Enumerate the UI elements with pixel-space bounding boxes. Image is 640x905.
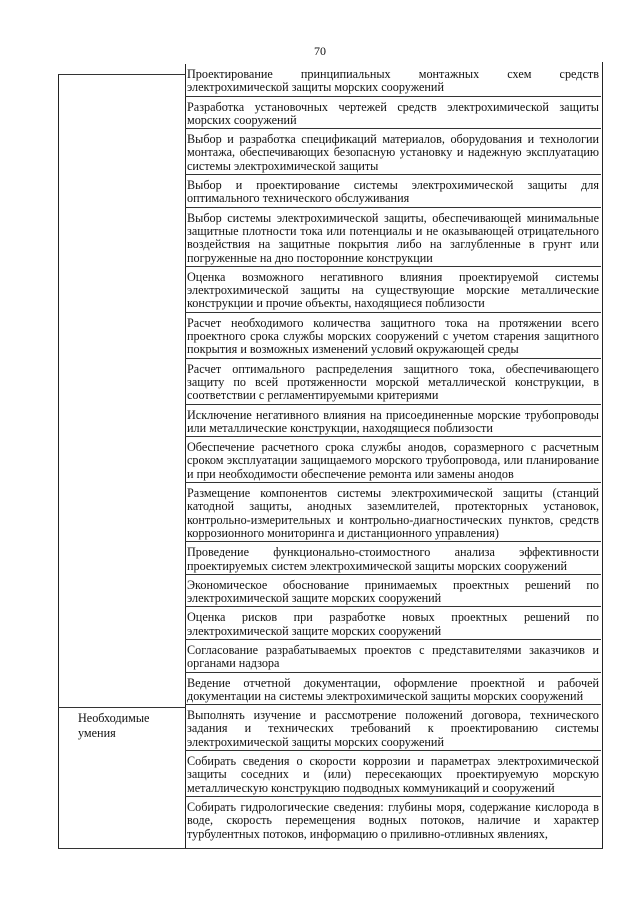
table-row: Расчет оптимального распределения защитного тока, обеспечивающего защиту по всей протяженности морской металлической конструкции, в соответствии с регламентируемыми критериями <box>185 359 601 405</box>
table-row: Обеспечение расчетного срока службы анодов, соразмерного с расчетным сроком эксплуатации защищаемого морского трубопровода, или планирование и при необходимости обеспечение ремонта или замены анодов <box>185 437 601 483</box>
table-row: Согласование разрабатываемых проектов с представителями заказчиков и органами надзора <box>185 640 601 673</box>
section-divider <box>58 707 186 708</box>
table-right-border <box>602 62 603 848</box>
table-row: Экономическое обоснование принимаемых проектных решений по электрохимической защите морских сооружений <box>185 575 601 608</box>
table-row: Собирать сведения о скорости коррозии и параметрах электрохимической защиты соседних и (или) пересекающих проектируемую морскую металлическую конструкцию подводных коммуникаций и сооружений <box>185 751 601 797</box>
table-row: Размещение компонентов системы электрохимической защиты (станций катодной защиты, анодных заземлителей, протекторных установок, контрольно-измерительных и контрольно-диагностических пунктов, средств коррозионного мониторинга и дистанционного управления) <box>185 483 601 542</box>
table-row: Выбор и проектирование системы электрохимической защиты для оптимального технического обслуживания <box>185 175 601 208</box>
table-row: Выполнять изучение и рассмотрение положений договора, технического задания и технических требований к проектированию системы электрохимической защиты морских сооружений <box>185 705 601 751</box>
table-row: Собирать гидрологические сведения: глубины моря, содержание кислорода в воде, скорость перемещения водных потоков, наличие и характер турбулентных потоков, информацию о приливно-отливных явлениях, <box>187 799 599 841</box>
table-bottom-border <box>58 848 603 849</box>
table-row: Ведение отчетной документации, оформление проектной и рабочей документации на системы электрохимической защиты морских сооружений <box>185 673 601 706</box>
table-rows <box>185 64 601 842</box>
table-row: Проведение функционально-стоимостного анализа эффективности проектируемых систем электрохимической защиты морских сооружений <box>185 542 601 575</box>
table-left-border <box>58 74 59 848</box>
table-row: Оценка возможного негативного влияния проектируемой системы электрохимической защиты на существующие морские металлические конструкции и прочие объекты, находящиеся поблизости <box>185 267 601 313</box>
table-top-border-left <box>58 74 186 75</box>
table-row: Оценка рисков при разработке новых проектных решений по электрохимической защите морских сооружений <box>185 607 601 640</box>
table-row: Расчет необходимого количества защитного тока на протяжении всего проектного срока службы морских сооружений с учетом старения защитного покрытия и возможных изменений условий окружающей среды <box>185 313 601 359</box>
section-label: Необходимые умения <box>78 711 150 740</box>
table-row: Выбор системы электрохимической защиты, обеспечивающей минимальные защитные плотности тока или потенциалы и не оказывающей отрицательного воздействия на защитные покрытия либо на заглубленные в грунт или погруженные на дно посторонние конструкции <box>185 208 601 267</box>
table-row: Разработка установочных чертежей средств электрохимической защиты морских сооружений <box>185 97 601 130</box>
table-row: Проектирование принципиальных монтажных схем средств электрохимической защиты морских сооружений <box>185 64 601 97</box>
table-row: Выбор и разработка спецификаций материалов, оборудования и технологии монтажа, обеспечивающих безопасную установку и надежную эксплуатацию системы электрохимической защиты <box>185 129 601 175</box>
table-row: Исключение негативного влияния на присоединенные морские трубопроводы или металлические конструкции, находящиеся поблизости <box>185 405 601 438</box>
page-number: 70 <box>314 44 326 58</box>
